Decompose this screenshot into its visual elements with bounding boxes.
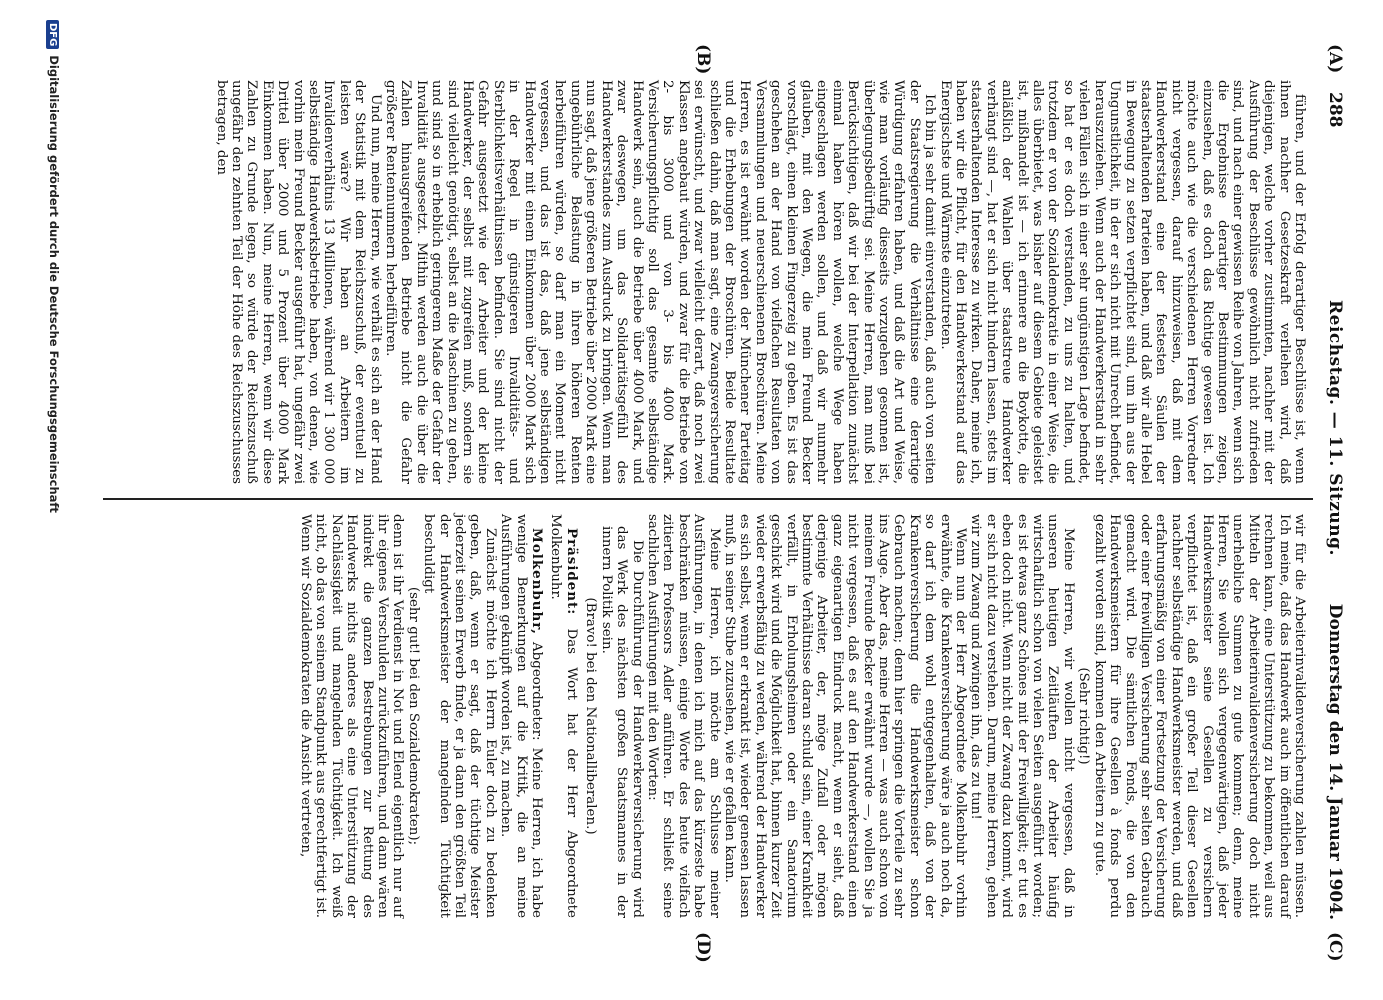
interjection: (Sehr richtig!) [1076,667,1092,765]
margin-marker-b: (B) [693,44,713,75]
president-statement [548,514,579,918]
paragraph: Ich bin ja sehr damit einverstanden, daß auch von seiten der Staatsregierung die Verhältnisse eine derartige Würdigung erfahren haben, und daß die Art und Weise, wie man vorläufig diesseits vorzugehen gesonnen ist, überlegungsbedürftig sei. Meine Herren, man muß bei Berücksichtigen, daß wir bei der Interpellation zunächst einmal haben hören wollen, welche Wege haben eingeschlagen werden sollen, und daß wir nunmehr glauben, mit den Wegen, die mein Freund Becker vorschlägt, einen kleinen Fingerzeig zu geben. Es ist das geschehen an der Hand von vielfachen Resultaten von Versammlungen und neuerschienenen Broschüren. Meine Herren, es ist erwähnt worden der Münchener Parteitag und die Erhebungen der Broschüren. Beide Resultate schließen dahin, daß man sagt, eine Zwangsversicherung sei erwünscht, und zwar vielleicht derart, daß noch zwei Klassen angebaut würden, und zwar für die Betriebe von 2- bis 3000 und von 3- bis 4000 Mark. Versicherungspflichtig soll das gesamte selbständige Handwerk sein, auch die Betriebe über 4000 Mark, und zwar deswegen, um das Solidaritätsgefühl des Handwerkerstandes zum Ausdruck zu bringen. Wenn man nun sagt, daß jene größeren Betriebe über 2000 Mark eine ungebührliche Belastung in ihren höheren Renten herbeiführen würden, so darf man ein Moment nicht vergessen, und das ist das, daß jene selbständigen Handwerker mit einem Einkommen über 2000 Mark sich in der Regel in günstigeren Invaliditäts- und Sterblichkeitsverhältnissen befinden. Sie sind nicht der Gefahr ausgesetzt wie der Arbeiter und der kleine Handwerker, der selbst mit zugreifen muß, sondern sie sind vielleicht genötigt, selbst an die Maschinen zu gehen, und sind so in erheblich geringerem Maße der Gefahr der Invalidität ausgesetzt. Mithin werden auch die über die Zahlen hinausgreifenden Betriebe nicht die Gefahr größerer Rentennummern herbeiführen. [383,80,938,484]
session-date: Donnerstag den 14. Januar 1904. [1325,603,1345,920]
speech-text: Abgeordneter: Meine Herren, ich habe wenige Bemerkungen auf die Kritik, die an meine Ausführungen geknüpft worden ist, zu machen. [498,514,545,918]
paragraph: Und nun, meine Herren, wie verhält es sich an der Hand der Statistik mit dem Reichszuschuß, der eventuell zu leisten wäre? Wir haben an Arbeitern im Invalidenverhältnis 13 Millionen, während wir 1 300 000 selbständige Handwerksbetriebe haben, von denen, wie vorhin mein Freund Becker ausgeführt hat, ungefähr zwei Drittel über 2000 und 5 Prozent über 4000 Mark Einkommen haben. Nun, meine Herren, wenn wir diese Zahlen zu Grunde legen, so würde der Reichszuschuß ungefähr den zehnten Teil der Höhe des Reichszuschusses betragen, den [213,80,383,484]
margin-marker-a: (A) [1325,44,1345,74]
speech-text: Das Wort hat der Herr Abgeordnete Molkenbuhr. [548,514,579,918]
paragraph: Zunächst möchte ich Herrn Euler doch zu bedenken geben, daß, wenn er sagt, daß der tüchtige Meister jederzeit seinen Erwerb finde, er ja dann den größten Teil der Handwerksmeister der mangelnden Tüchtigkeit beschuldigt [421,514,498,918]
funding-notice [46,20,61,513]
page-number: 288 [1325,92,1345,128]
paragraph: Meine Herren, ich möchte am Schlusse meiner Ausführungen, in denen ich mich auf das kürzeste habe beschränken müssen, einige Worte des heute vielfach zitierten Professors Adler anführen. Er schließt seine sachlichen Ausführungen mit den Worten: [644,514,722,918]
paragraph: Meine Herren, wir wollen nicht vergessen, daß in unseren heutigen Zeitläuften der Arbeiter häufig wirtschaftlich schon von vielen Seiten ausgeführt worden; es ist etwas ganz Schönes mit der Freiwilligkeit; er tut es eben doch nicht. Wenn nicht der Zwang dazu kommt, wird er sich nicht dazu verstehen. Darum, meine Herren, gehen wir zum Zwang und zwingen ihn, das zu tun! [968,514,1076,918]
speaker-label: Präsident: [563,528,580,616]
paragraph: denn ist ihr Verdienst in Not und Elend eigentlich nur auf ihr eigenes Verschulden zurückzuführen, und dann wären indirekt die ganzen Bestrebungen zur Rettung des Handwerks nichts anderes als eine Unterstützung der Nachlässigkeit und mangelnden Tüchtigkeit. Ich weiß nicht, ob das von seinem Standpunkt aus gerechtfertigt ist. Wenn wir Sozialdemokraten die Ansicht vertreten, [298,514,406,918]
block-quote: Die Durchführung der Handwerkerversicherung wird das Werk des nächsten großen Staatsmannes in der innern Politik sein. [598,526,645,918]
speaker-statement [498,514,544,918]
margin-marker-c: (C) [1325,932,1345,962]
paragraph: wir für die Arbeiterinvalidenversicherung zahlen müssen. Ich meine, daß das Handwerk auch im öffentlichen darauf rechnen kann, eine Unterstützung zu bekommen, weil aus Mitteln der Arbeiterinvalidenversicherung doch nicht unerhebliche Summen zu gute kommen; denn, meine Herren, Sie wollen sich vergegenwärtigen, daß jeder Handwerksmeister seine Gesellen zu versichern verpflichtet ist, daß ein großer Teil dieser Gesellen nachher selbständige Handwerksmeister werden, und daß erfahrungsmäßig von einer Fortsetzung der Versicherung oder einer freiwilligen Versicherung sehr selten Gebrauch gemacht wird. Die sämtlichen Fonds, die von den Handwerksmeistern für ihre Gesellen à fonds perdu gezahlt worden sind, kommen den Arbeitern zu gute. [1091,514,1307,918]
running-title: Reichstag. — 11. Sitzung. [1325,300,1345,556]
funding-text: Digitalisierung gefördert durch die Deutsche Forschungsgemeinschaft [47,55,61,513]
page-header [1317,0,1345,1000]
left-column [213,80,1307,484]
interjection: (sehr gut! bei den Sozialdemokraten); [405,586,421,846]
right-column [298,514,1307,918]
paragraph: Wenn nun der Herr Abgeordnete Molkenbuhr vorhin erwähnte, die Krankenversicherung wäre ja auch noch da, so darf ich dem wohl entgegenhalten, daß von der Krankenversicherung die Handwerksmeister schon Gebrauch machen; denn hier springen die Vorteile zu sehr ins Auge. Aber das, meine Herren — was auch schon von meinem Freunde Becker erwähnt wurde —, wollen Sie ja nicht vergessen, daß es auf den Handwerkerstand einen ganz eigenartigen Eindruck macht, wenn er sieht, daß derjenige Arbeiter, der, möge Zufall oder mögen bestimmte Verhältnisse daran schuld sein, einer Krankheit verfällt, in Erholungsheimen oder ein Sanatorium geschickt wird und die Möglichkeit hat, binnen kurzer Zeit wieder erwerbsfähig zu werden, während der Handwerker es sich selbst, wenn er erkrankt ist, wieder genesen lassen muß, in seiner Stube zuzusehen, wie er gefallen kann. [721,514,969,918]
interjection: (Bravo! bei den Nationalliberalen.) [583,597,599,835]
column-divider [103,498,1313,500]
margin-marker-d: (D) [693,932,713,963]
dfg-logo: DFG [46,20,59,49]
paragraph: führen, und der Erfolg derartiger Beschlüsse ist, wenn ihnen nachher Gesetzeskraft verliehen wird, daß diejenigen, welche vorher zustimmten, nachher mit der Ausführung der Beschlüsse gewöhnlich nicht zufrieden sind, und nach einer gewissen Reihe von Jahren, wenn sich die Ergebnisse derartiger Bestimmungen zeigen, einzusehen, daß es doch das Richtige gewesen ist. Ich möchte auch wie die verschiedenen Herren Vorredner nicht vergessen, darauf hinzuweisen, daß mit dem Handwerkerstand eine der festesten Säulen der staatserhaltenden Parteien haben, und daß wir alle Hebel in Bewegung zu setzen verpflichtet sind, um ihn aus der Ungunstlichkeit, in der er sich nicht mit Unrecht befindet, herauszuziehen. Wenn auch der Handwerkerstand in sehr vielen Fällen sich in einer sehr ungünstigen Lage befindet, so hat er es doch verstanden, zu uns zu halten, und trotzdem er von der Sozialdemokratie in einer Weise, die alles überbietet, was bisher auf diesem Gebiete geleistet ist, mißhandelt ist — ich erinnere an die Boykotte, die anläßlich der Wahlen über staatstreue Handwerker verhängt sind —, hat er sich nicht hindern lassen, stets im staatserhaltenden Interesse zu wirken. Daher, meine ich, haben wir die Pflicht, für den Handwerkerstand auf das Energischste und Wärmste einzutreten. [937,80,1307,484]
speaker-label: Molkenbuhr, [529,528,546,635]
